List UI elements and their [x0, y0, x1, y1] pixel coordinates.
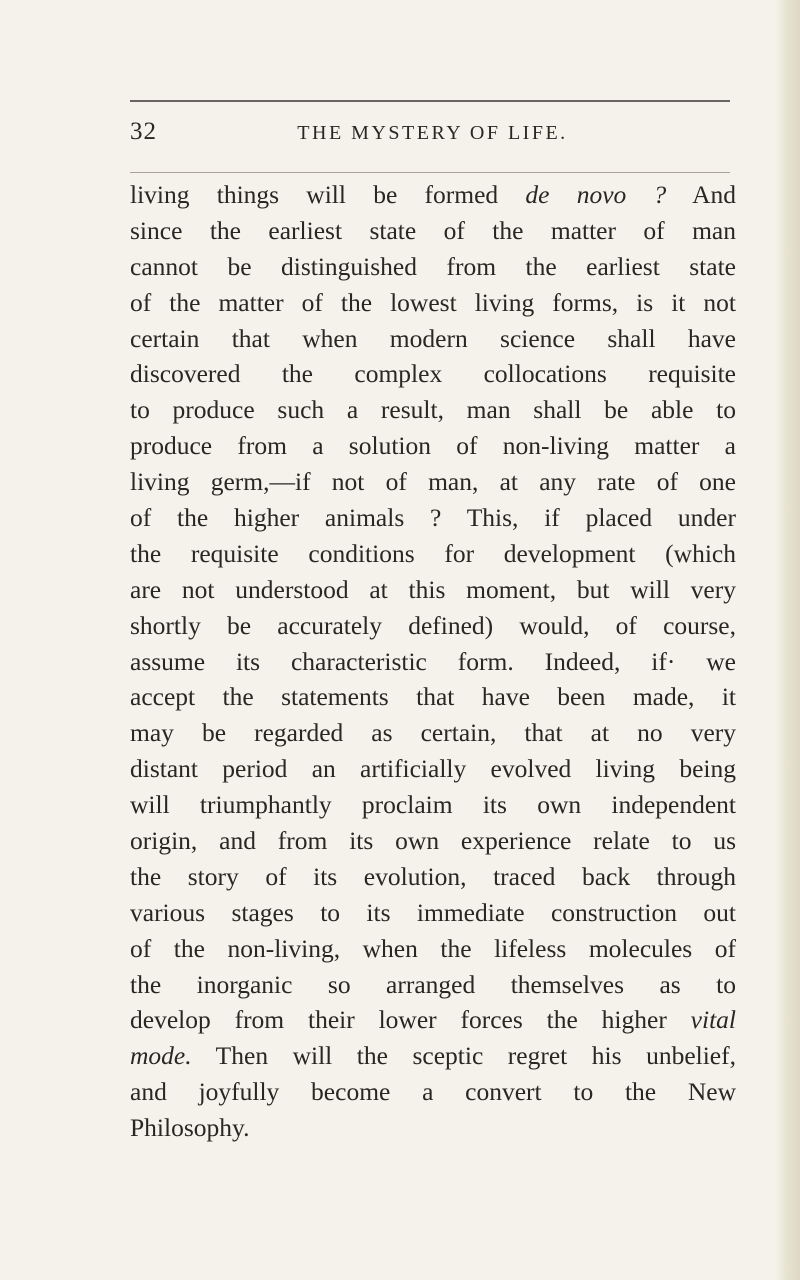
text-line-7: to produce such a result, man shall be able to	[130, 395, 736, 425]
text-line-13: shortly be accurately defined) would, of course,	[130, 610, 736, 640]
running-head: THE MYSTERY OF LIFE.	[297, 122, 568, 144]
text-line-3: cannot be distinguished from the earliest state	[130, 251, 736, 281]
italic-word-mode: mode.	[130, 1041, 192, 1071]
text-line-6: discovered the complex collocations requisite	[130, 359, 736, 389]
text-line-1-part-3: And	[666, 180, 736, 209]
text-line-10: of the higher animals ? This, if placed under	[130, 503, 736, 533]
text-line-25-part-2: Then will the sceptic regret his unbelief,	[191, 1041, 736, 1071]
page-edge-shadow	[776, 0, 800, 1280]
italic-phrase-de-novo: de novo ?	[525, 180, 667, 209]
text-line-2: since the earliest state of the matter of man	[130, 215, 736, 245]
text-line-22: of the non-living, when the lifeless molecules of	[130, 933, 736, 963]
text-line-25	[130, 1038, 736, 1074]
text-line-21: various stages to its immediate construction out	[130, 897, 736, 927]
text-line-1	[130, 177, 736, 213]
text-line-23: the inorganic so arranged themselves as to	[130, 969, 736, 999]
italic-word-vital: vital	[690, 1005, 736, 1035]
text-line-27: Philosophy.	[130, 1113, 250, 1143]
text-line-14: assume its characteristic form. Indeed, if· we	[130, 646, 736, 676]
text-line-15: accept the statements that have been made, it	[130, 682, 736, 712]
top-rule	[130, 100, 730, 102]
text-line-26: and joyfully become a convert to the New	[130, 1077, 736, 1107]
text-line-11: the requisite conditions for development (which	[130, 538, 736, 568]
text-line-16: may be regarded as certain, that at no very	[130, 718, 736, 748]
page-header	[130, 118, 735, 158]
text-line-19: origin, and from its own experience relate to us	[130, 826, 736, 856]
text-line-9: living germ,—if not of man, at any rate of one	[130, 467, 736, 497]
text-line-8: produce from a solution of non-living matter a	[130, 431, 736, 461]
text-line-17: distant period an artificially evolved living being	[130, 754, 736, 784]
text-line-1-part-1: living things will be formed	[130, 180, 526, 209]
page-number: 32	[130, 118, 157, 145]
text-line-24-part-1: develop from their lower forces the higher	[130, 1005, 691, 1035]
header-rule	[130, 172, 730, 173]
text-line-12: are not understood at this moment, but will very	[130, 574, 736, 604]
text-line-5: certain that when modern science shall have	[130, 323, 736, 353]
text-line-18: will triumphantly proclaim its own independent	[130, 790, 736, 820]
body-text	[130, 177, 736, 1146]
text-line-24	[130, 1002, 736, 1038]
text-line-4: of the matter of the lowest living forms, is it not	[130, 287, 736, 317]
text-line-20: the story of its evolution, traced back through	[130, 861, 736, 891]
